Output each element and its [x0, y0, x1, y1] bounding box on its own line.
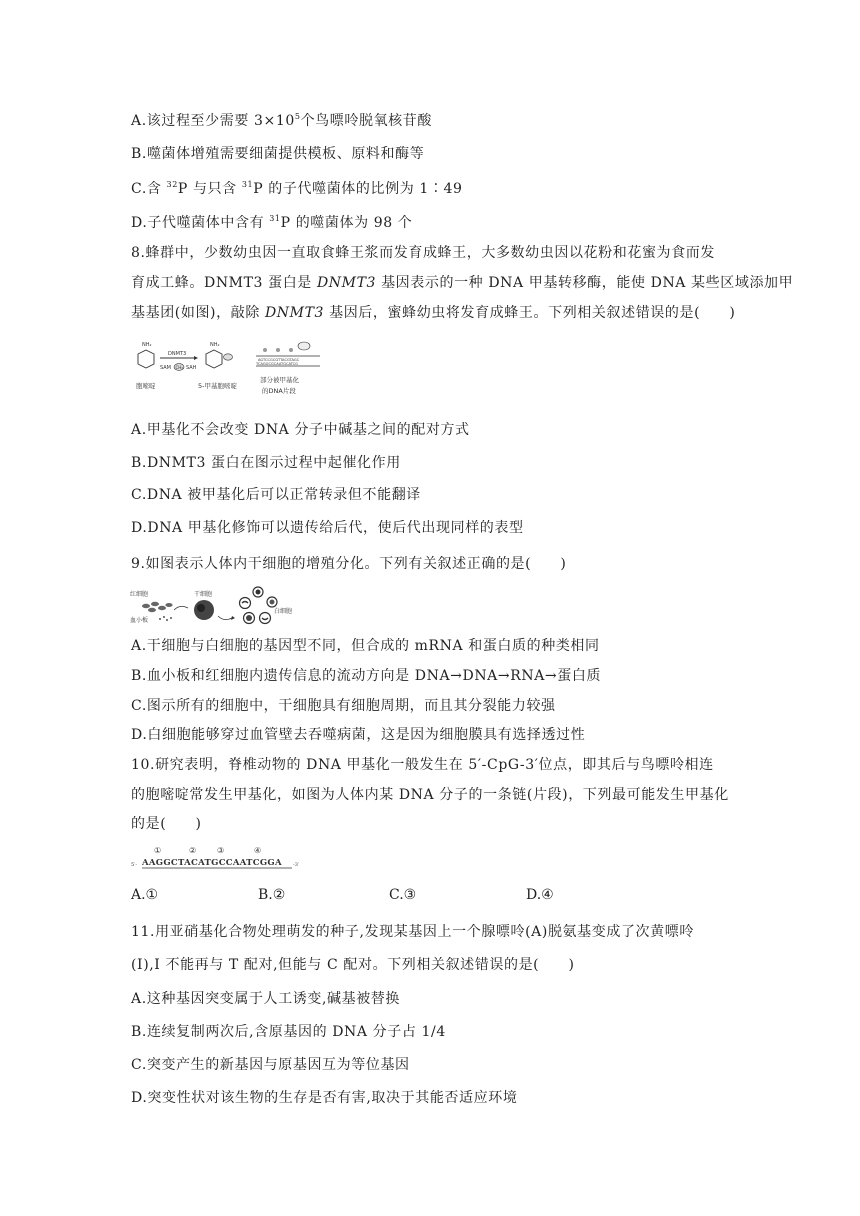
dna-fragment-label-1: 部分被甲基化 — [260, 376, 299, 384]
white-blood-cells — [240, 587, 278, 624]
q8-option-b: B.DNMT3 蛋白在图示过程中起催化作用 — [131, 455, 401, 471]
q7-option-c: C.含 $^{32}$P 与只含 $^{31}$P 的子代噬菌体的比例为 1∶49 — [131, 180, 463, 197]
cytosine-nh2-label: NH₂ — [142, 342, 152, 348]
q10-option-d: D.④ — [526, 887, 554, 903]
q11-option-d: D.突变性状对该生物的生存是否有害,取决于其能否适应环境 — [131, 1090, 518, 1106]
dna-fragment-label-2: 的DNA片段 — [262, 387, 296, 395]
cytosine-structure — [138, 350, 154, 368]
reaction-arrowhead — [194, 356, 198, 360]
q10-option-a: A.① — [131, 887, 159, 903]
methylcytosine-nh2-label: NH₂ — [210, 342, 220, 348]
three-prime-end: -3′ — [293, 862, 300, 868]
q8-stem-line-1: 8.蜂群中，少数幼虫因一直取食蜂王浆而发育成蜂王，大多数幼虫因以花粉和花蜜为食而发 — [131, 245, 715, 261]
dnmt3-enzyme-label: DNMT3 — [168, 351, 187, 357]
q10-stem-line-1: 10.研究表明，脊椎动物的 DNA 甲基化一般发生在 5′-CpG-3′位点，即其后与鸟嘌呤相连 — [131, 757, 714, 773]
methylation-diagram — [128, 336, 328, 402]
q9-option-d: D.白细胞能够穿过血管壁去吞噬病菌，这是因为细胞膜具有选择透过性 — [131, 727, 586, 743]
q9-stem: 9.如图表示人体内干细胞的增殖分化。下列有关叙述正确的是( ) — [131, 556, 567, 572]
q8-option-a: A.甲基化不会改变 DNA 分子中碱基之间的配对方式 — [131, 422, 470, 438]
stem-cell-diagram — [128, 584, 296, 628]
methyl-group-label: CH₃ — [175, 365, 183, 370]
site-marker-2: ② — [189, 846, 197, 855]
dna-seq-top: AGTCCGCGTTACGTAGC — [258, 358, 300, 362]
q11-option-b: B.连续复制两次后,含原基因的 DNA 分子占 1/4 — [131, 1024, 446, 1040]
differentiation-arrow-right — [218, 616, 232, 620]
platelets — [159, 616, 172, 621]
q8-stem-line-3: 基基团(如图)，敲除 DNMT3 基因后，蜜蜂幼虫将发育成蜂王。下列相关叙述错误的是( ) — [131, 305, 736, 321]
q7-option-d: D.子代噬菌体中含有 $^{31}$P 的噬菌体为 98 个 — [131, 214, 413, 231]
q10-options — [131, 886, 731, 904]
q10-stem-line-3: 的是( ) — [131, 816, 202, 832]
q11-option-a: A.这种基因突变属于人工诱变,碱基被替换 — [131, 991, 401, 1007]
sam-label: SAM — [160, 365, 172, 371]
wbc-label: 白细胞 — [274, 608, 293, 615]
stem-cell-label: 干细胞 — [194, 591, 213, 598]
site-marker-4: ④ — [254, 846, 262, 855]
differentiation-arrow-left — [174, 606, 188, 610]
site-marker-3: ③ — [217, 846, 225, 855]
q9-option-c: C.图示所有的细胞中，干细胞具有细胞周期，而且其分裂能力较强 — [131, 698, 556, 714]
q10-option-c: C.③ — [389, 887, 417, 903]
q9-option-a: A.干细胞与白细胞的基因型不同，但合成的 mRNA 和蛋白质的种类相同 — [131, 638, 600, 654]
methyl-group-attached — [224, 354, 233, 360]
dna-seq-bottom: TCAGGCGCAATGCATCG — [256, 362, 298, 366]
5-methylcytosine-label: 5-甲基胞嘧啶 — [198, 382, 237, 390]
q11-stem-line-1: 11.用亚硝基化合物处理萌发的种子,发现某基因上一个腺嘌呤(A)脱氨基变成了次黄嘌呤 — [131, 924, 694, 940]
site-marker-1: ① — [154, 846, 162, 855]
q7-option-a: A.该过程至少需要 $3\times 10^5$个鸟嘌呤脱氧核苷酸 — [131, 112, 432, 129]
cytosine-label: 胞嘧啶 — [136, 382, 156, 390]
q11-stem-line-2: (I),I 不能再与 T 配对,但能与 C 配对。下列相关叙述错误的是( ) — [131, 957, 575, 973]
sah-label: SAH — [186, 365, 197, 371]
q7-option-b: B.噬菌体增殖需要细菌提供模板、原料和酶等 — [131, 146, 425, 162]
q10-option-b: B.② — [258, 887, 286, 903]
q8-stem-line-2: 育成工蜂。DNMT3 蛋白是 DNMT3 基因表示的一种 DNA 甲基转移酶，能使 DNA 某些区域添加甲 — [131, 275, 794, 291]
rbc-label: 红细胞 — [130, 591, 149, 598]
q11-option-c: C.突变产生的新基因与原基因互为等位基因 — [131, 1057, 410, 1073]
platelet-label: 血小板 — [130, 617, 149, 624]
q8-option-c: C.DNA 被甲基化后可以正常转录但不能翻译 — [131, 487, 421, 503]
dna-sequence: AAGGCTACATGCCAATCGGA — [142, 858, 282, 868]
five-prime-end: 5′- — [131, 862, 138, 868]
dna-strand-diagram — [128, 843, 318, 871]
q10-stem-line-2: 的胞嘧啶常发生甲基化，如图为人体内某 DNA 分子的一条链(片段)，下列最可能发生甲基化 — [131, 787, 729, 803]
q8-option-d: D.DNA 甲基化修饰可以遗传给后代，使后代出现同样的表型 — [131, 520, 524, 536]
red-blood-cells — [142, 602, 173, 612]
q9-option-b: B.血小板和红细胞内遗传信息的流动方向是 DNA→DNA→RNA→蛋白质 — [131, 668, 602, 684]
5-methylcytosine-structure — [206, 350, 222, 368]
